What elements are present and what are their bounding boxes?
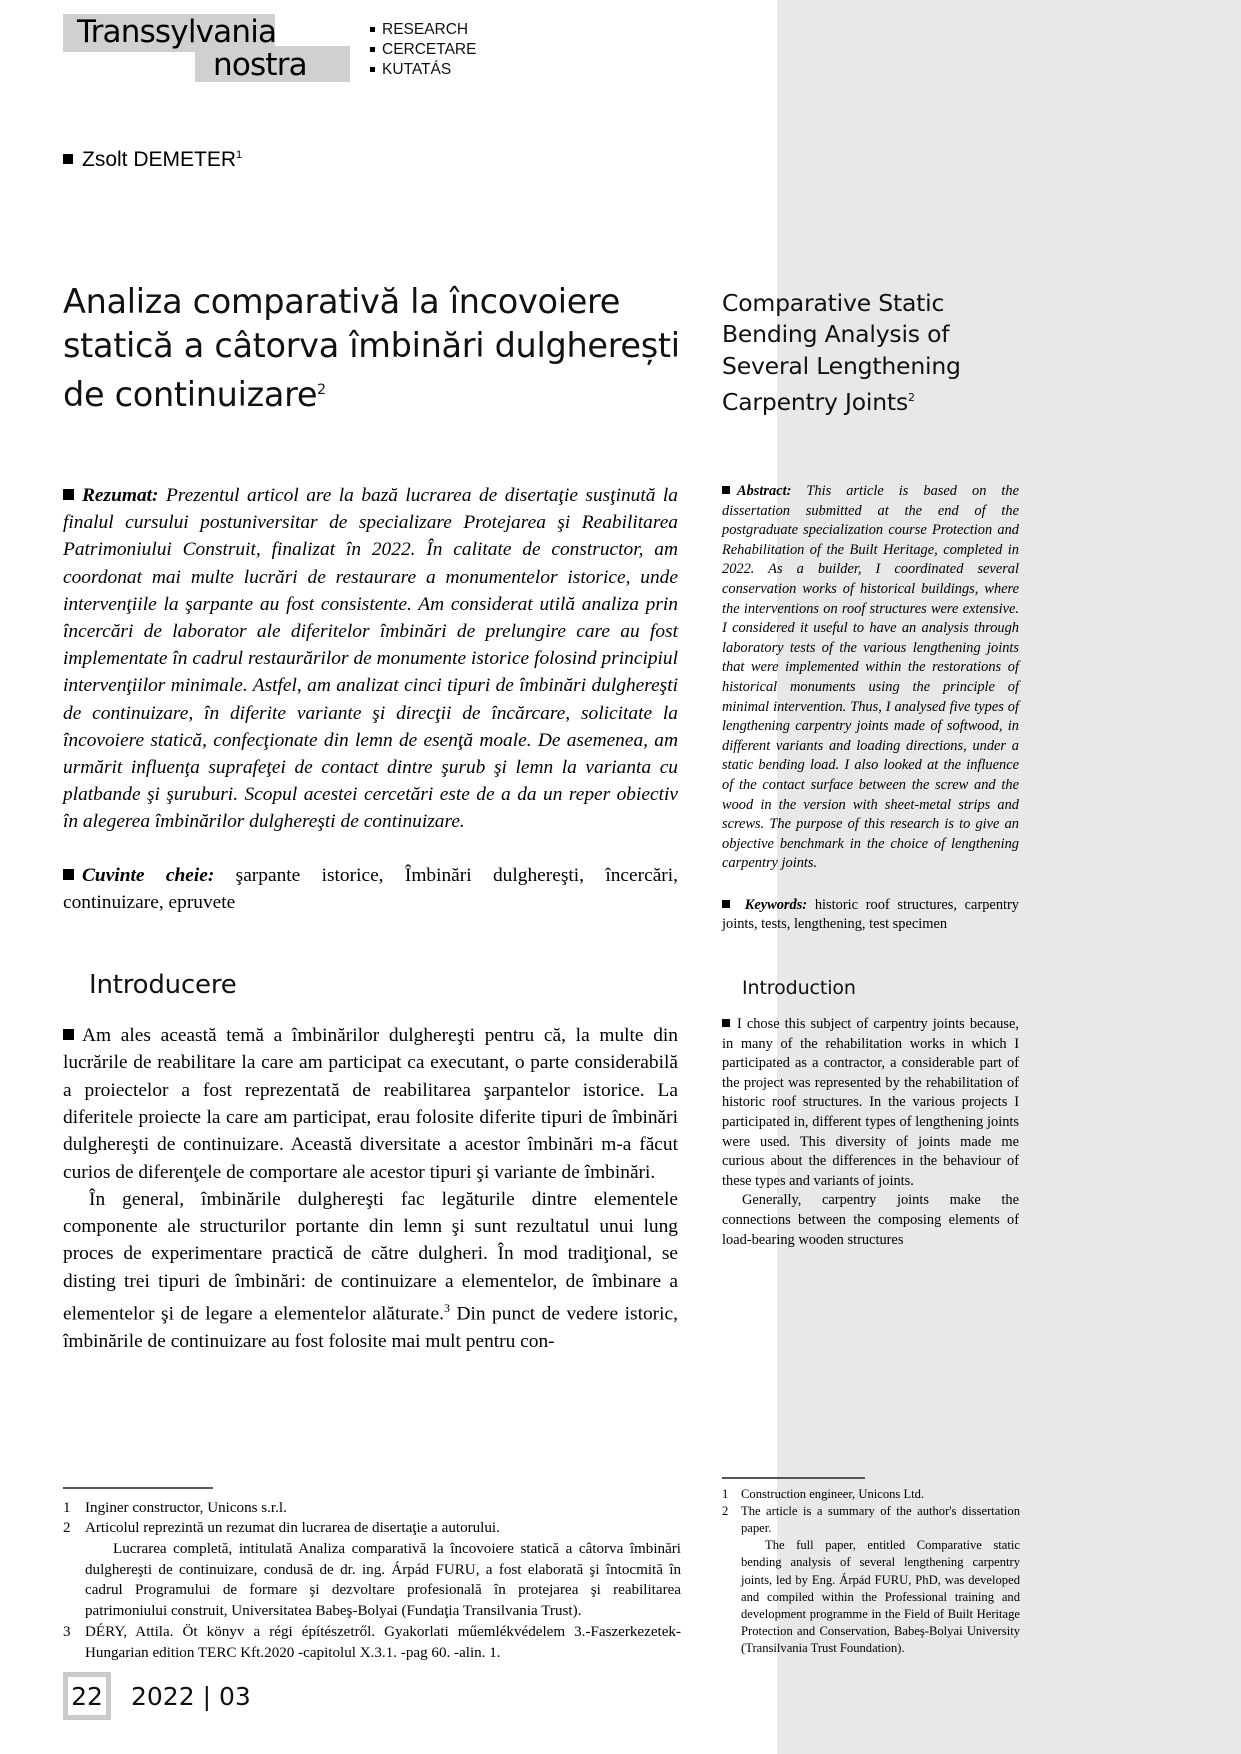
page-footer — [63, 1672, 251, 1720]
left-column — [63, 482, 678, 1355]
bullet-square-icon — [63, 1029, 74, 1040]
footnote-text: Inginer constructor, Unicons s.r.l. — [85, 1499, 287, 1516]
footnote-text: DÉRY, Attila. Öt könyv a régi építészetről. Gyakorlati műemlékvédelem 3.-Faszerkezetek-Hungarian edition TERC Kft.2020 -capitolul X.3.1. -pag 60. -alin. 1. — [85, 1623, 681, 1661]
logo-wordmark-secondary: nostra — [213, 47, 307, 83]
footnote-item — [63, 1518, 681, 1622]
abstract-romanian-text: Prezentul articol are la bază lucrarea de disertaţie susţinută la finalul cursului postuniversitar de specializare Protejarea şi Reabilitarea Patrimoniului Construit, finalizat în 2022. În calitate de constructor, am coordonat mai multe lucrări de restaurare a monumentelor istorice, unde intervenţiile la şarpante au fost consistente. Am considerat utilă analiza prin încercări de laborator ale diferitelor îmbinări de prelungire care au fost implementate în cadrul restaurărilor de monumente istorice folosind principiul intervenţiilor minimale. Astfel, am analizat cinci tipuri de îmbinări dulghereşti de continuizare, în diferite variante şi direcţii de încărcare, solicitate la încovoiere statică, confecţionate din lemn de esenţă moale. De asemenea, am urmărit influenţa suprafeţei de contact dintre şurub şi lemn la varianta cu platbande şi şuruburi. Scopul acestei cercetări este de a da un reper obiectiv în alegerea îmbinărilor dulghereşti de continuizare. — [63, 485, 678, 833]
body-paragraph-english-1-text: I chose this subject of carpentry joints because, in many of the rehabilitation works in which I participated as a contractor, a considerable part of the project was represented by the rehabilitation of historic roof structures. In the various projects I participated in, different types of lengthening joints were used. This diversity of joints made me curious about the differences in the behaviour of these types and variants of joints. — [722, 1016, 1019, 1189]
footnote-item — [63, 1498, 681, 1519]
logo-wordmark-primary: Transsylvania — [77, 14, 277, 50]
body-paragraph-romanian-2b-text: Din punct de vedere istoric, îmbinările de continuizare au fost folosite mai mult pentru con- — [63, 1303, 678, 1352]
body-paragraph-romanian-1 — [63, 1022, 678, 1186]
masthead-tagline-label: KUTATÁS — [382, 61, 452, 78]
page-number: 22 — [71, 1681, 103, 1711]
section-heading-english: Introduction — [742, 977, 856, 1000]
body-paragraph-english-2: Generally, carpentry joints make the connections between the composing elements of load-bearing wooden structures — [722, 1192, 1019, 1248]
masthead-tagline-label: CERCETARE — [382, 41, 477, 58]
keywords-english-label: Keywords: — [744, 896, 808, 913]
page-number-box — [63, 1672, 111, 1720]
page-title-english-text: Comparative Static Bending Analysis of Several Lengthening Carpentry Joints — [722, 288, 961, 417]
right-column — [722, 482, 1019, 1250]
abstract-romanian — [63, 482, 678, 836]
keywords-english — [722, 896, 1019, 935]
footnote-number: 1 — [722, 1486, 729, 1501]
abstract-english-label: Abstract: — [737, 483, 792, 499]
body-footnote-marker: 3 — [443, 1301, 450, 1316]
footnotes-english — [722, 1477, 1020, 1658]
page-title-english — [722, 288, 982, 419]
body-paragraph-romanian-1-text: Am ales această temă a îmbinărilor dulghereşti pentru că, la multe din lucrările de reabilitare la care am participat ca executant, o parte considerabilă a proiectelor a fost reprezentată de reabilitarea şarpantelor istorice. La diferitele proiecte la care am participat, erau folosite diferite tipuri de îmbinări dulghereşti de continuizare. Această diversitate a acestor îmbinări m-a făcut curios de diferenţele de comportare ale acestor tipuri şi variante de îmbinări. — [63, 1025, 678, 1183]
bullet-square-icon — [722, 900, 730, 908]
bullet-square-icon — [370, 47, 375, 52]
masthead-tagline-list — [370, 20, 476, 80]
footnote-text-continuation: The full paper, entitled Comparative static bending analysis of several lengthening carpentry joints, led by Eng. Árpád FURU, PhD, was developed and compiled within the Professional training and development programme in the Field of Built Heritage Protection and Conservation, Babeş-Bolyai University (Transilvania Trust Foundation). — [741, 1538, 1020, 1656]
bullet-square-icon — [370, 27, 375, 32]
bullet-square-icon — [722, 486, 730, 494]
abstract-english — [722, 482, 1019, 874]
footnote-number: 3 — [63, 1623, 71, 1640]
section-heading-romanian: Introducere — [89, 970, 237, 1001]
keywords-english-text: historic roof structures, carpentry joints, tests, lengthening, test specimen — [722, 896, 1020, 933]
footnote-item — [722, 1503, 1020, 1658]
abstract-english-text: This article is based on the dissertation submitted at the end of the postgraduate specialization course Protection and Rehabilitation of the Built Heritage, completed in 2022. As a builder, I coordinated several conservation works of historical buildings, where the interventions on roof structures were extensive. I considered it useful to have an analysis through laboratory tests of the various lengthening joints that were implemented within the restorations of historical monuments using the principle of minimal intervention. Thus, I analysed five types of lengthening carpentry joints made of softwood, in different variants and loading directions, under a static bending load. I also looked at the influence of the contact surface between the screw and the wood in the version with sheet-metal strips and screws. The purpose of this research is to give an objective benchmark in the choice of lengthening carpentry joints. — [722, 483, 1019, 872]
footnote-number: 2 — [63, 1520, 71, 1537]
footnote-text — [85, 1518, 681, 1622]
masthead-tagline-item — [370, 20, 476, 40]
bullet-square-icon — [63, 489, 74, 500]
body-paragraph-romanian-2a-text: În general, îmbinările dulghereşti fac legăturile dintre elementele componente ale structurilor portante din lemn şi sunt rezultatul unui lung proces de experimentare practică de către dulgheri. În mod tradiţional, se disting trei tipuri de îmbinări: de continuizare a elementelor, de îmbinare a elementelor şi de legare a elementelor alăturate. — [63, 1188, 678, 1325]
page-title-romanian — [63, 280, 703, 417]
bullet-square-icon — [63, 154, 73, 164]
masthead-tagline-item — [370, 40, 476, 60]
body-paragraph-romanian-2 — [63, 1186, 678, 1355]
title-footnote-marker: 2 — [317, 382, 326, 399]
masthead-tagline-item — [370, 60, 476, 80]
author-byline — [63, 148, 242, 172]
bullet-square-icon — [63, 869, 74, 880]
abstract-romanian-label: Rezumat: — [82, 485, 159, 506]
keywords-romanian — [63, 862, 678, 916]
footnote-number: 1 — [63, 1499, 71, 1516]
footnote-item — [722, 1486, 1020, 1503]
footnote-text-continuation: Lucrarea completă, intitulată Analiza comparativă la încovoiere statică a câtorva îmbinări dulghereşti de continuizare, condusă de dr. ing. Árpád FURU, a fost elaborată şi întocmită în cadrul Programului de formare şi dezvoltare profesională în protejarea şi reabilitarea patrimoniului construit, Universitatea Babeş-Bolyai (Fundaţia Transilvania Trust). — [85, 1541, 681, 1620]
footnote-text-main: Articolul reprezintă un rezumat din lucrarea de disertaţie a autorului. — [85, 1520, 500, 1537]
footnote-number: 2 — [722, 1503, 729, 1518]
bullet-square-icon — [370, 67, 375, 72]
footnote-separator-rule — [63, 1487, 213, 1489]
author-footnote-marker: 1 — [236, 149, 243, 161]
page-title-romanian-text: Analiza comparativă la încovoiere statică a câtorva îmbinări dulgherești de continuizare — [63, 282, 680, 415]
footnote-text: Construction engineer, Unicons Ltd. — [741, 1486, 925, 1501]
footnote-item — [63, 1622, 681, 1663]
footnote-separator-rule — [722, 1477, 865, 1479]
keywords-romanian-text: şarpante istorice, Îmbinări dulghereşti, încercări, continuizare, epruvete — [63, 864, 678, 913]
bullet-square-icon — [722, 1019, 730, 1027]
footnote-text — [741, 1503, 1020, 1658]
title-footnote-marker: 2 — [907, 391, 915, 405]
footnotes-romanian — [63, 1487, 681, 1663]
keywords-romanian-label: Cuvinte cheie: — [82, 864, 215, 886]
masthead — [63, 10, 483, 88]
masthead-tagline-label: RESEARCH — [382, 21, 469, 38]
body-paragraph-english-1 — [722, 1015, 1019, 1191]
issue-label: 2022 | 03 — [131, 1681, 251, 1711]
author-name: Zsolt DEMETER — [82, 148, 237, 171]
footnote-text-main: The article is a summary of the author's dissertation paper. — [741, 1503, 1020, 1535]
